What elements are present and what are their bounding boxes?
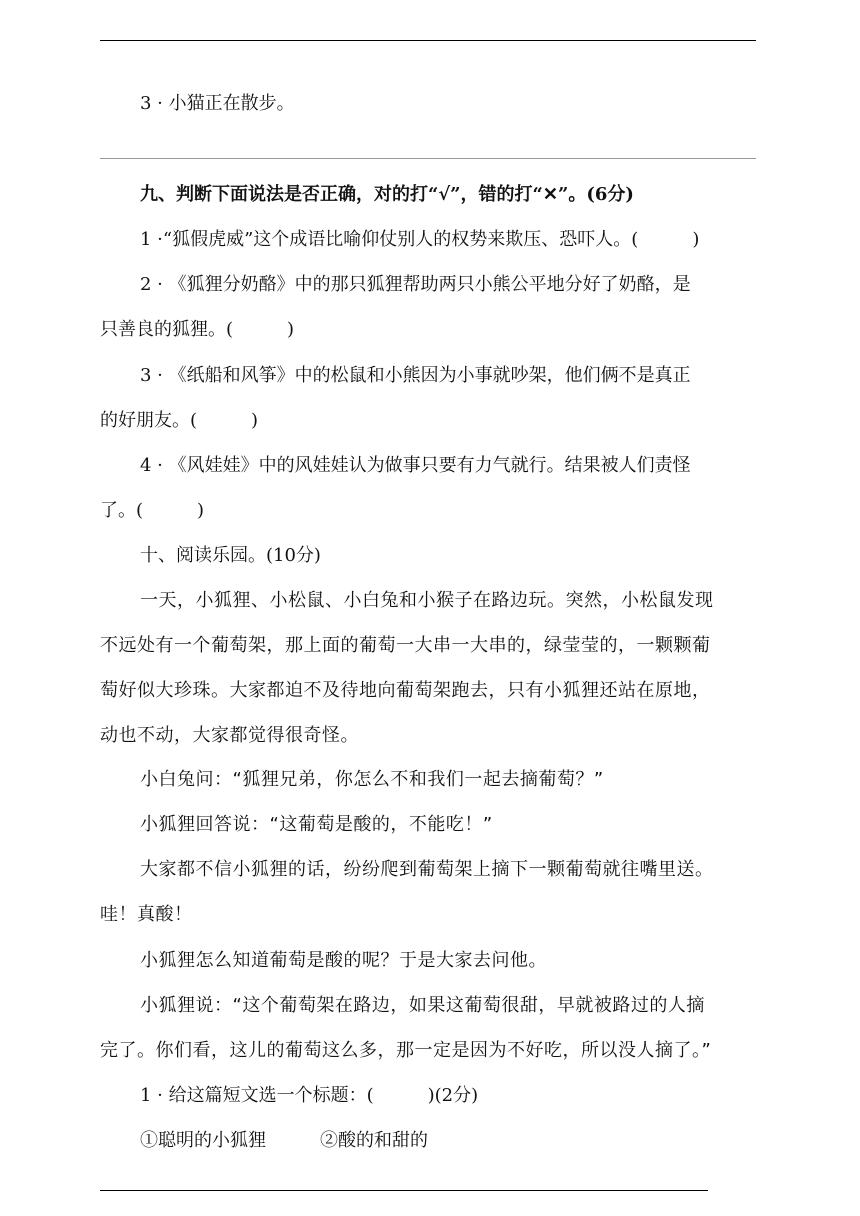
ten-question-1: 1 · 给这篇短文选一个标题：( )(2分) <box>140 1085 479 1106</box>
answer-line <box>100 158 756 159</box>
nine-item-3-cont: 的好朋友。( ) <box>100 410 259 431</box>
passage-line-8: 哇！真酸！ <box>100 904 193 925</box>
nine-item-4: 4 · 《风娃娃》中的风娃娃认为做事只要有力气就行。结果被人们责怪 <box>140 455 691 476</box>
bottom-rule <box>100 1190 708 1191</box>
nine-item-3: 3 · 《纸船和风筝》中的松鼠和小熊因为小事就吵架，他们俩不是真正 <box>140 365 691 386</box>
q3-line: 3 · 小猫正在散步。 <box>140 93 295 114</box>
nine-item-2-cont: 只善良的狐狸。( ) <box>100 319 295 340</box>
section-ten-heading: 十、阅读乐园。(10分) <box>140 545 321 566</box>
passage-line-7: 大家都不信小狐狸的话，纷纷爬到葡萄架上摘下一颗葡萄就往嘴里送。 <box>140 859 714 880</box>
passage-line-9: 小狐狸怎么知道葡萄是酸的呢？于是大家去问他。 <box>140 950 547 971</box>
ten-question-1-options: ①聪明的小狐狸 ②酸的和甜的 <box>140 1130 428 1151</box>
passage-line-6: 小狐狸回答说：“这葡萄是酸的，不能吃！” <box>140 814 493 835</box>
passage-line-4: 动也不动，大家都觉得很奇怪。 <box>100 725 359 746</box>
section-nine-heading: 九、判断下面说法是否正确，对的打“√”，错的打“✕”。(6分) <box>140 184 634 205</box>
passage-line-2: 不远处有一个葡萄架，那上面的葡萄一大串一大串的，绿莹莹的，一颗颗葡 <box>100 635 711 656</box>
passage-line-10: 小狐狸说：“这个葡萄架在路边，如果这葡萄很甜，早就被路过的人摘 <box>140 995 705 1016</box>
passage-line-5: 小白兔问：“狐狸兄弟，你怎么不和我们一起去摘葡萄？” <box>140 769 604 790</box>
nine-item-1: 1 ·“狐假虎威”这个成语比喻仰仗别人的权势来欺压、恐吓人。( ) <box>140 229 700 250</box>
passage-line-3: 萄好似大珍珠。大家都迫不及待地向葡萄架跑去，只有小狐狸还站在原地， <box>100 680 711 701</box>
passage-line-11: 完了。你们看，这儿的葡萄这么多，那一定是因为不好吃，所以没人摘了。” <box>100 1040 712 1061</box>
nine-item-4-cont: 了。( ) <box>100 500 205 521</box>
top-rule <box>100 40 756 41</box>
nine-item-2: 2 · 《狐狸分奶酪》中的那只狐狸帮助两只小熊公平地分好了奶酪，是 <box>140 274 691 295</box>
passage-line-1: 一天，小狐狸、小松鼠、小白兔和小猴子在路边玩。突然，小松鼠发现 <box>140 590 714 611</box>
